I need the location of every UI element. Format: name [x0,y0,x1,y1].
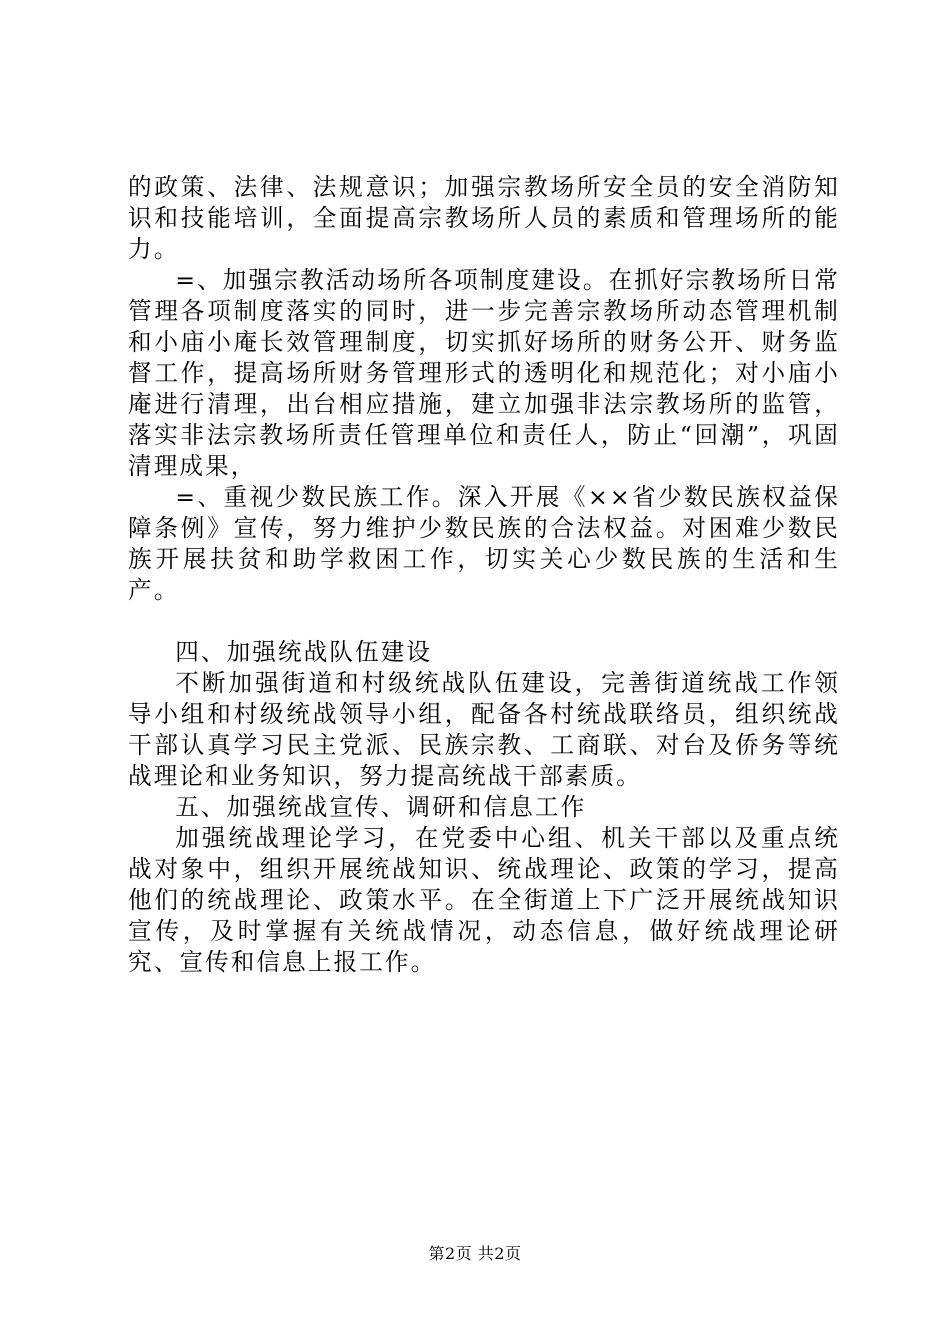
document-body [128,172,840,978]
page-number-footer: 第2页 共2页 [428,1244,522,1263]
paragraph-continuation: 的政策、法律、法规意识；加强宗教场所安全员的安全消防知识和技能培训，全面提高宗教场所人员的素质和管理场所的能力。 [128,173,840,263]
paragraph-publicity-research: 加强统战理论学习，在党委中心组、机关干部以及重点统战对象中，组织开展统战知识、统战理论、政策的学习，提高他们的统战理论、政策水平。在全街道上下广泛开展统战知识宣传，及时掌握有关统战情况，动态信息，做好统战理论研究、宣传和信息上报工作。 [128,824,840,976]
section-heading-publicity-research: 五、加强统战宣传、调研和信息工作 [175,793,587,821]
paragraph-team-building: 不断加强街道和村级统战队伍建设，完善街道统战工作领导小组和村级统战领导小组，配备各村统战联络员，组织统战干部认真学习民主党派、民族宗教、工商联、对台及侨务等统战理论和业务知识，努力提高统战干部素质。 [128,669,840,790]
paragraph-gap [128,606,840,637]
paragraph-ethnic-minority-work: =、重视少数民族工作。深入开展《××省少数民族权益保障条例》宣传，努力维护少数民族的合法权益。对困难少数民族开展扶贫和助学救困工作，切实关心少数民族的生活和生产。 [128,483,840,604]
section-heading-team-building: 四、加强统战队伍建设 [175,638,433,666]
paragraph-religious-sites-system: =、加强宗教活动场所各项制度建设。在抓好宗教场所日常管理各项制度落实的同时，进一步完善宗教场所动态管理机制和小庙小庵长效管理制度，切实抓好场所的财务公开、财务监督工作，提高场所财务管理形式的透明化和规范化；对小庙小庵进行清理，出台相应措施，建立加强非法宗教场所的监管，落实非法宗教场所责任管理单位和责任人，防止“回潮”，巩固清理成果， [128,266,840,480]
